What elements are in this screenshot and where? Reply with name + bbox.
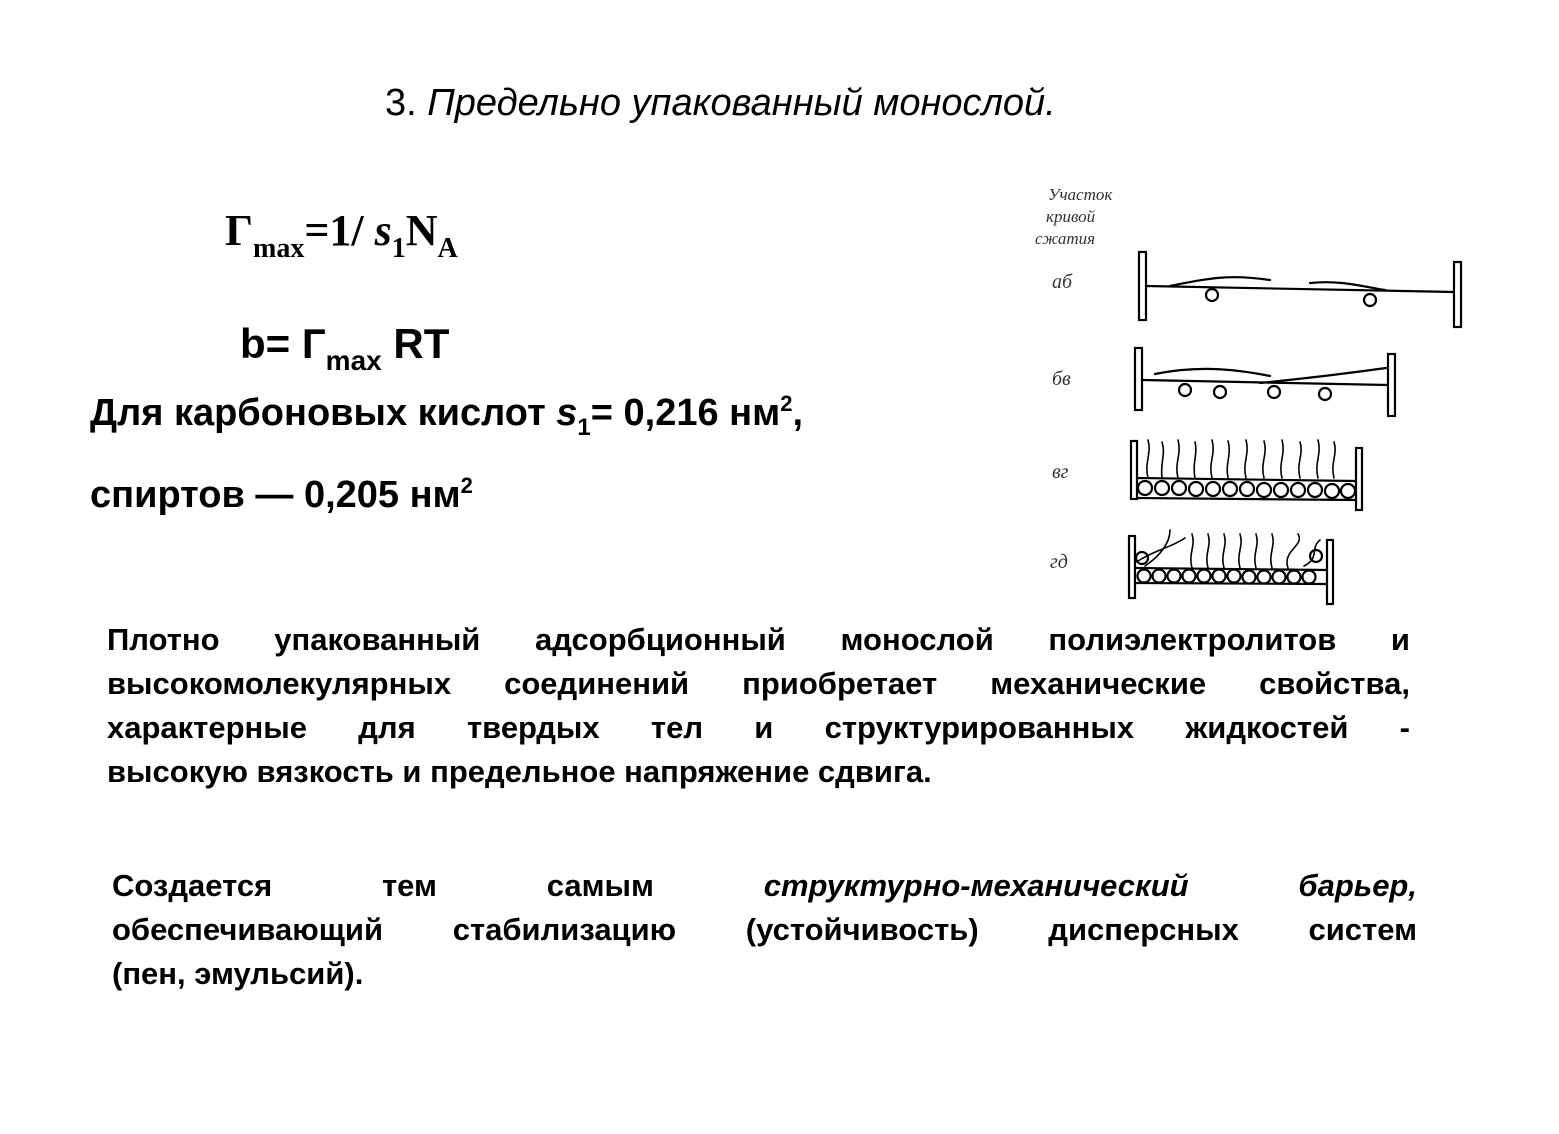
paragraph1-line-1: Плотно упакованный адсорбционный монослой полиэлектролитов и: [107, 622, 1410, 657]
title-text: Предельно упакованный монослой.: [427, 82, 1056, 124]
diagram-header-line-3: сжатия: [1035, 229, 1096, 248]
formula2-gamma-sub: max: [325, 345, 382, 376]
diagram-row-vg: [1131, 440, 1362, 510]
alcohols-line: [90, 474, 473, 517]
alcohols-sup: 2: [460, 473, 473, 498]
diagram-row-ab: [1139, 252, 1461, 327]
title-number: 3.: [385, 82, 417, 124]
diagram-row-label-gd: гд: [1050, 551, 1068, 573]
paragraph-monolayer-properties: [107, 618, 1410, 794]
formula1-na: N: [405, 206, 438, 255]
acids-prefix: Для карбоновых кислот: [90, 392, 557, 434]
diagram-header-line-2: кривой: [1046, 207, 1096, 226]
alcohols-text: спиртов — 0,205 нм: [90, 474, 461, 516]
acids-sup: 2: [780, 391, 793, 416]
diagram-row-label-ab: аб: [1052, 271, 1073, 293]
page-title: [385, 82, 1056, 125]
diagram-row-bv: [1135, 348, 1395, 416]
paragraph2-line-1: [112, 864, 1417, 908]
formula1-eq: =1/: [304, 206, 375, 255]
formula2-rhs: RT: [381, 320, 450, 367]
paragraph1-line-2: высокомолекулярных соединений приобретает механические свойства,: [107, 666, 1410, 701]
paragraph1-line-3: характерные для твердых тел и структурированных жидкостей -: [107, 710, 1410, 745]
formula1-gamma: Г: [225, 206, 253, 255]
paragraph2-line-3: (пен, эмульсий).: [112, 956, 364, 991]
formula1-s-sub: 1: [391, 233, 406, 264]
formula-gamma-max: [225, 205, 458, 264]
diagram-row-label-bv: бв: [1052, 368, 1071, 390]
acids-s-sub: 1: [577, 414, 591, 441]
diagram-row-label-vg: вг: [1052, 461, 1069, 483]
formula2-lhs: b= Г: [240, 320, 326, 367]
acids-value: = 0,216 нм: [590, 392, 781, 434]
paragraph-barrier: [112, 864, 1417, 996]
carboxylic-acids-line: [90, 391, 804, 441]
formula-b: [240, 320, 450, 376]
monolayer-compression-diagram: [1020, 178, 1490, 610]
paragraph2-line-2: обеспечивающий стабилизацию (устойчивость) дисперсных систем: [112, 912, 1417, 947]
acids-suffix: ,: [792, 392, 804, 434]
paragraph2-line1-prefix: Создается тем самым: [112, 868, 764, 903]
diagram-row-gd: [1129, 530, 1333, 604]
formula1-gamma-sub: max: [253, 233, 305, 264]
acids-s: s: [556, 392, 578, 434]
paragraph2-line1-italic: структурно-механический барьер,: [763, 868, 1417, 903]
paragraph1-line-4: высокую вязкость и предельное напряжение сдвига.: [107, 754, 932, 789]
diagram-header-line-1: Участок: [1048, 185, 1113, 204]
formula1-s: s: [374, 206, 392, 255]
formula1-na-sub: A: [437, 233, 458, 264]
